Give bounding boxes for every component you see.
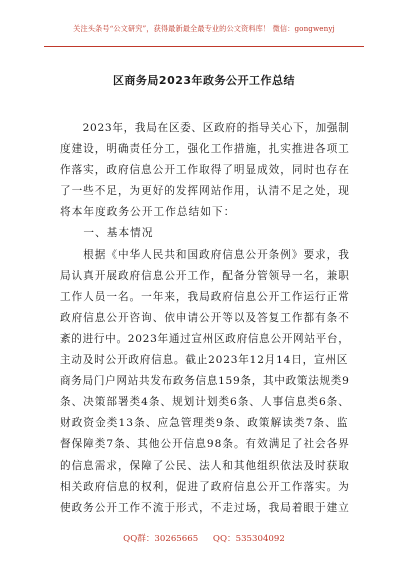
- body-line: 紊的进行中。2023年通过宣州区政府信息公开网站平台，: [60, 332, 350, 345]
- footer-contact: [0, 532, 408, 544]
- footer-qq-group: QQ群：30265665: [123, 534, 199, 544]
- body-line: 了一些不足，为更好的发挥网站作用，认清不足之处，现: [60, 185, 350, 198]
- body-line: 财政资金类13条、应急管理类9条、政策解读类7条、监: [60, 417, 349, 430]
- document-body: [60, 118, 350, 519]
- body-line: 作落实，政府信息公开工作取得了明显成效，同时也存在: [60, 164, 350, 177]
- body-line: 2023年，我局在区委、区政府的指导关心下，加强制: [60, 122, 350, 134]
- header-banner: 关注头条号“公文研究”，获得最新最全最专业的公文资料库！ 微信：gongwenyj: [73, 24, 335, 33]
- body-line: 主动及时公开政府信息。截止2023年12月14日，宣州区: [60, 354, 349, 367]
- body-line: 度建设，明确责任分工，强化工作措施，扎实推进各项工: [60, 143, 350, 156]
- header-divider: [44, 46, 364, 47]
- body-line: 使政务公开工作不流于形式，不走过场，我局着眼于建立: [60, 501, 350, 514]
- section-heading: 一、基本情况: [60, 227, 154, 240]
- body-line: 相关政府信息的权利，促进了政府信息公开工作落实。为: [60, 480, 350, 493]
- body-line: 商务局门户网站共发布政务信息159条，其中政策法规类9: [60, 375, 350, 388]
- body-line: 条、决策部署类4条、规划计划类6条、人事信息类6条、: [60, 396, 350, 409]
- body-line: 将本年度政务公开工作总结如下：: [60, 206, 236, 219]
- body-line: 局认真开展政府信息公开工作，配备分管领导一名，兼职: [60, 269, 350, 282]
- body-line: 督保障类7条、其他公开信息98条。有效满足了社会各界: [60, 438, 350, 451]
- document-title: 区商务局2023年政务公开工作总结: [112, 74, 296, 87]
- body-line: 工作人员一名。一年来，我局政府信息公开工作运行正常: [60, 290, 350, 303]
- body-line: 根据《中华人民共和国政府信息公开条例》要求，我: [60, 248, 350, 261]
- body-line: 的信息需求，保障了公民、法人和其他组织依法及时获取: [60, 459, 350, 472]
- footer-qq-number: QQ：535304092: [212, 534, 285, 544]
- body-line: 政府信息公开咨询、依申请公开等以及答复工作都有条不: [60, 311, 350, 324]
